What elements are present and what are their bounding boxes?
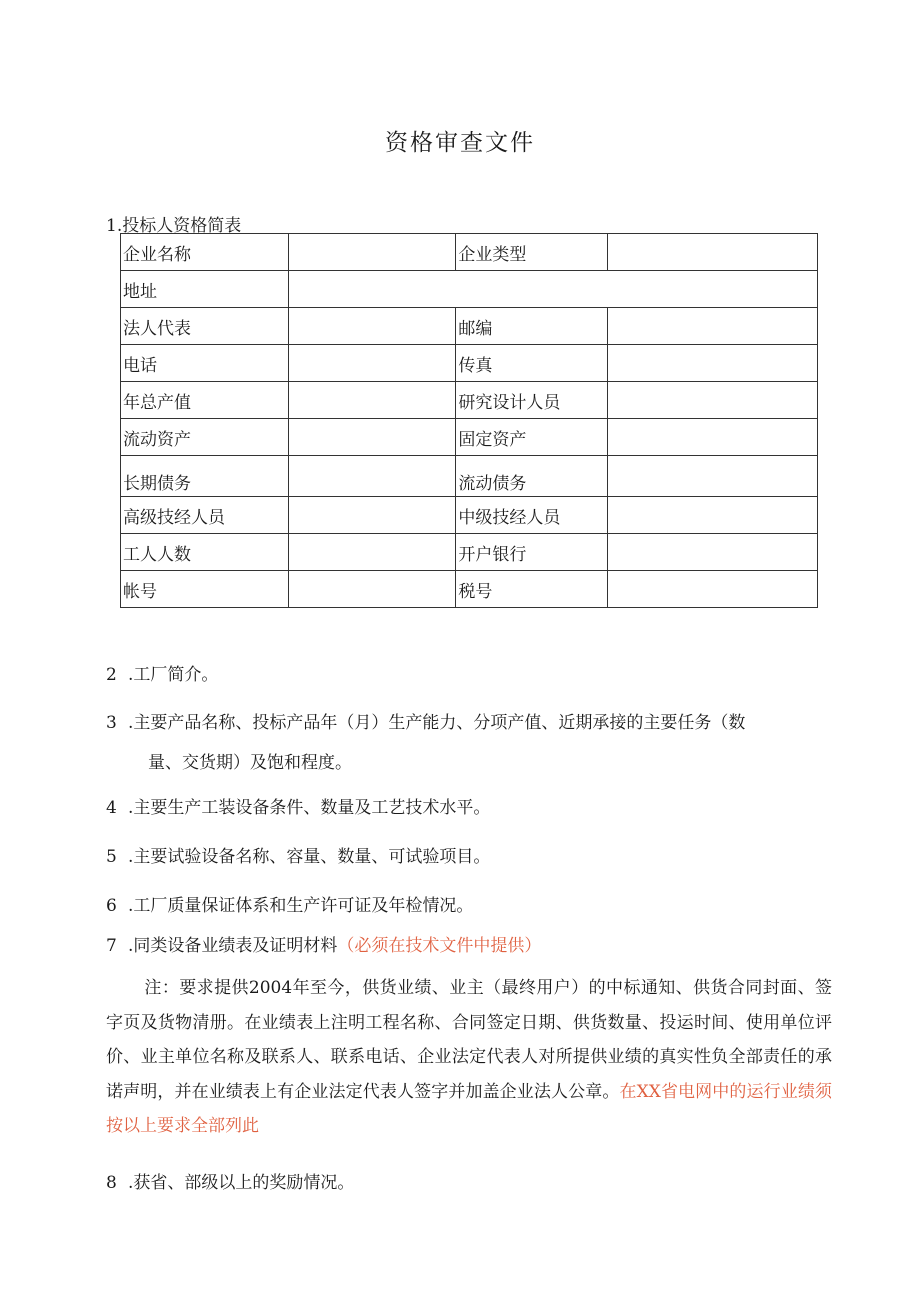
value-cell[interactable]	[288, 308, 456, 345]
item-number: 3	[106, 713, 117, 733]
note-paragraph	[106, 971, 832, 1144]
value-cell[interactable]	[288, 534, 456, 571]
row-label: 固定资产	[456, 419, 608, 456]
item-3	[106, 706, 745, 740]
table-row	[121, 308, 818, 345]
note-red-text: 在XX省电网中的运行业绩须按以上要求全部列此	[106, 1081, 832, 1136]
row-label: 流动资产	[121, 419, 289, 456]
value-cell[interactable]	[607, 382, 817, 419]
value-cell[interactable]	[288, 345, 456, 382]
row-label: 传真	[456, 345, 608, 382]
row-label: 帐号	[121, 571, 289, 608]
table-row	[121, 234, 818, 271]
item-8	[106, 1166, 354, 1200]
value-cell[interactable]	[607, 345, 817, 382]
item-6	[106, 889, 473, 923]
item-2	[106, 658, 218, 692]
row-label: 开户银行	[456, 534, 608, 571]
value-cell[interactable]	[288, 419, 456, 456]
table-row	[121, 345, 818, 382]
qualification-table	[120, 233, 818, 608]
row-label: 年总产值	[121, 382, 289, 419]
item-text: .主要试验设备名称、容量、数量、可试验项目。	[128, 847, 491, 867]
item-text: .工厂质量保证体系和生产许可证及年检情况。	[128, 896, 474, 916]
item-4	[106, 791, 490, 825]
row-label: 企业类型	[456, 234, 608, 271]
value-cell[interactable]	[288, 456, 456, 497]
value-cell[interactable]	[607, 534, 817, 571]
item-number: 2	[106, 665, 117, 685]
item-text: .主要生产工装设备条件、数量及工艺技术水平。	[128, 798, 491, 818]
item-7	[106, 929, 541, 963]
row-label: 电话	[121, 345, 289, 382]
table-row	[121, 382, 818, 419]
row-label: 中级技经人员	[456, 497, 608, 534]
row-label: 流动债务	[456, 456, 608, 497]
table-row	[121, 419, 818, 456]
value-cell[interactable]	[607, 456, 817, 497]
value-cell[interactable]	[288, 271, 817, 308]
value-cell[interactable]	[288, 234, 456, 271]
table-row	[121, 534, 818, 571]
item-text: .获省、部级以上的奖励情况。	[128, 1173, 355, 1193]
table-row	[121, 571, 818, 608]
table-row	[121, 456, 818, 497]
row-label: 长期债务	[121, 456, 289, 497]
row-label: 企业名称	[121, 234, 289, 271]
value-cell[interactable]	[288, 497, 456, 534]
value-cell[interactable]	[607, 571, 817, 608]
item-number: 4	[106, 798, 117, 818]
item-number: 5	[106, 847, 117, 867]
value-cell[interactable]	[607, 497, 817, 534]
value-cell[interactable]	[288, 571, 456, 608]
item-3-continuation: 量、交货期）及饱和程度。	[148, 753, 352, 773]
item-number: 6	[106, 896, 117, 916]
item-text: .同类设备业绩表及证明材料	[128, 936, 338, 956]
item-text: .主要产品名称、投标产品年（月）生产能力、分项产值、近期承接的主要任务（数	[128, 713, 746, 733]
value-cell[interactable]	[607, 308, 817, 345]
row-label: 工人人数	[121, 534, 289, 571]
page-title: 资格审查文件	[385, 130, 535, 156]
section-1-heading: 1.投标人资格简表	[106, 216, 242, 236]
row-label: 地址	[121, 271, 289, 308]
item-text: .工厂简介。	[128, 665, 219, 685]
row-label: 高级技经人员	[121, 497, 289, 534]
value-cell[interactable]	[607, 419, 817, 456]
row-label: 税号	[456, 571, 608, 608]
row-label: 邮编	[456, 308, 608, 345]
table-row	[121, 271, 818, 308]
item-number: 8	[106, 1173, 117, 1193]
row-label: 法人代表	[121, 308, 289, 345]
row-label: 研究设计人员	[456, 382, 608, 419]
note-text: 注：要求提供2004年至今，供货业绩、业主（最终用户）的中标通知、供货合同封面、签字页及货物清册。在业绩表上注明工程名称、合同签定日期、供货数量、投运时间、使用单位评价、业主单位名称及联系人、联系电话、企业法定代表人对所提供业绩的真实性负全部责任的承诺声明，并在业绩表上有企业法定代表人签字并加盖企业法人公章。	[106, 978, 832, 1102]
value-cell[interactable]	[607, 234, 817, 271]
item-5	[106, 840, 490, 874]
item-number: 7	[106, 936, 117, 956]
value-cell[interactable]	[288, 382, 456, 419]
table-row	[121, 497, 818, 534]
item-7-required-note: （必须在技术文件中提供）	[337, 936, 542, 956]
